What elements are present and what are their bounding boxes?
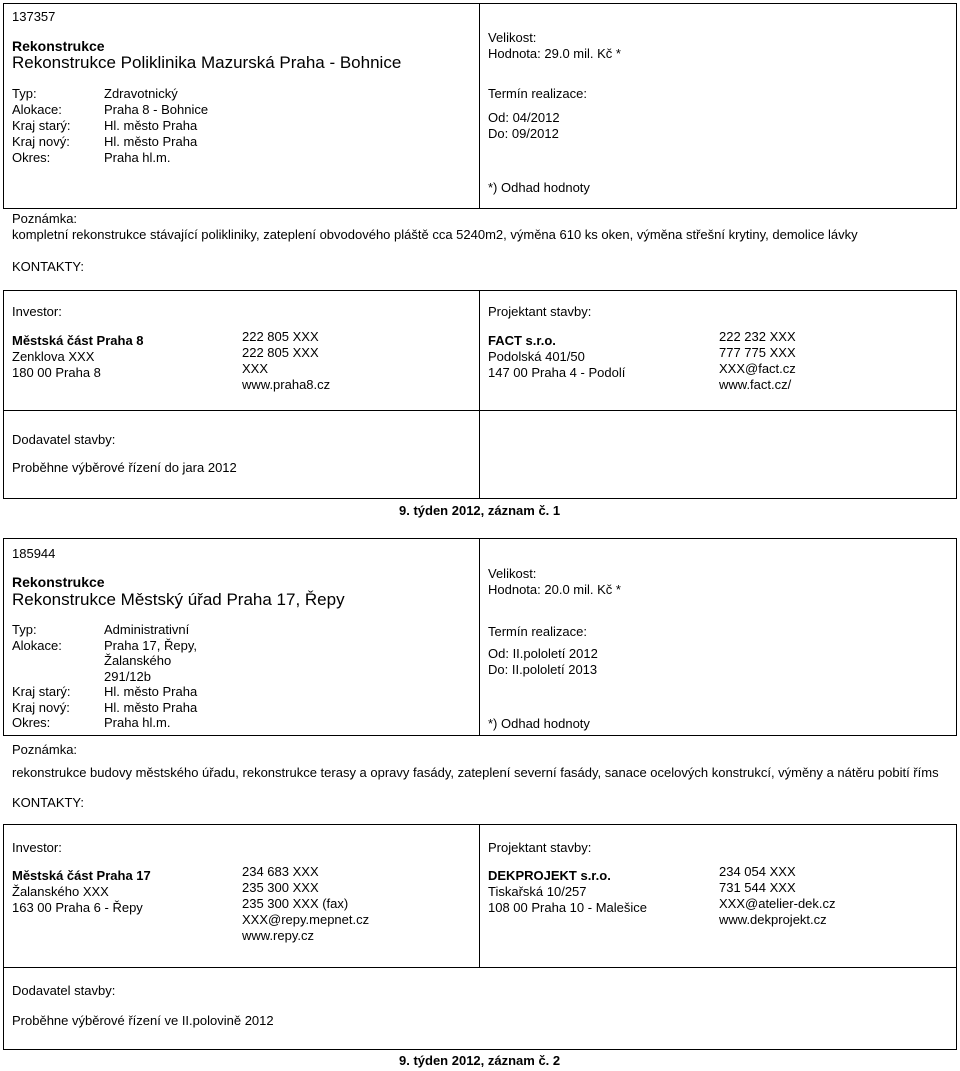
projektant-phone-1: 234 054 XXX [719,864,796,879]
value-alokace-2: Žalanského [104,653,172,668]
kontakty-label: KONTAKTY: [12,795,84,810]
projektant-name: DEKPROJEKT s.r.o. [488,868,611,883]
label-kraj-novy: Kraj nový: [12,134,70,149]
record-footer: 9. týden 2012, záznam č. 1 [399,503,561,518]
value-alokace-1: Praha 17, Řepy, [104,637,197,653]
investor-label: Investor: [12,304,62,319]
termin-block [488,646,598,678]
projektant-phone-2: 777 775 XXX [719,345,796,360]
investor-phone-1: 234 683 XXX [242,864,319,879]
label-kraj-stary: Kraj starý: [12,684,71,699]
investor-fax: 235 300 XXX (fax) [242,896,349,911]
dodavatel-text: Proběhne výběrové řízení ve II.polovině 2012 [12,1013,274,1028]
value-kraj-novy: Hl. město Praha [104,134,198,149]
investor-addr1: Zenklova XXX [12,349,95,364]
investor-addr2: 163 00 Praha 6 - Řepy [12,900,143,915]
investor-name: Městská část Praha 8 [12,333,144,348]
investor-contacts [242,329,330,393]
header-divider [479,3,480,209]
hodnota-value: Hodnota: 20.0 mil. Kč * [488,582,621,597]
dodavatel-text: Proběhne výběrové řízení do jara 2012 [12,460,237,475]
label-kraj-stary: Kraj starý: [12,118,71,133]
field-labels [12,86,71,166]
label-kraj-novy: Kraj nový: [12,699,70,715]
value-typ: Administrativní [104,622,190,637]
investor-addr2: 180 00 Praha 8 [12,365,101,380]
termin-block [488,110,560,142]
termin-do: Do: II.pololetí 2013 [488,662,598,677]
projektant-contacts [719,864,836,928]
value-alokace: Praha 8 - Bohnice [104,102,209,117]
projektant-email: XXX@atelier-dek.cz [719,896,836,911]
value-kraj-stary: Hl. město Praha [104,684,198,699]
record-footer: 9. týden 2012, záznam č. 2 [399,1053,561,1068]
termin-label: Termín realizace: [488,86,587,101]
label-typ: Typ: [12,622,37,637]
contacts-separator [3,410,957,411]
kontakty-label: KONTAKTY: [12,259,84,274]
poznamka-label: Poznámka: [12,211,78,226]
investor-contacts [242,864,369,944]
investor-web: www.praha8.cz [242,377,331,392]
field-values [104,622,197,731]
investor-phone-2: 235 300 XXX [242,880,319,895]
projektant-addr1: Tiskařská 10/257 [488,884,587,899]
poznamka-text: kompletní rekonstrukce stávající polikliniky, zateplení obvodového pláště cca 5240m2, výměna 610 ks oken, výměna střešní krytiny, demolice lávky [12,227,858,242]
field-labels [12,622,71,731]
projektant-phone-2: 731 544 XXX [719,880,796,895]
termin-od: Od: II.pololetí 2012 [488,646,598,661]
odhad-note: *) Odhad hodnoty [488,180,590,195]
projektant-address [488,333,625,381]
termin-do: Do: 09/2012 [488,126,559,141]
investor-phone-1: 222 805 XXX [242,329,319,344]
projektant-label: Projektant stavby: [488,304,592,319]
value-okres: Praha hl.m. [104,715,171,730]
investor-addr1: Žalanského XXX [12,884,109,899]
investor-address [12,333,144,381]
projektant-phone-1: 222 232 XXX [719,329,796,344]
investor-phone-2: 222 805 XXX [242,345,319,360]
label-typ: Typ: [12,86,37,101]
poznamka-text: rekonstrukce budovy městského úřadu, rekonstrukce terasy a opravy fasády, zateplení severní fasády, sanace ocelových konstrukcí, výměny a nátěru pobití říms [12,765,939,780]
dodavatel-label: Dodavatel stavby: [12,983,116,998]
field-values [104,86,208,166]
projektant-name: FACT s.r.o. [488,333,556,348]
label-alokace: Alokace: [12,102,62,117]
projektant-web: www.dekprojekt.cz [719,912,827,927]
size-block [488,566,621,598]
investor-web: www.repy.cz [242,928,314,943]
record-id: 137357 [12,9,56,24]
termin-label: Termín realizace: [488,624,587,639]
projektant-addr2: 147 00 Praha 4 - Podolí [488,365,626,380]
record-title: Rekonstrukce Poliklinika Mazurská Praha - Bohnice [12,53,402,72]
label-okres: Okres: [12,715,51,730]
value-typ: Zdravotnický [104,86,178,101]
record-id: 185944 [12,546,56,561]
size-block [488,30,621,62]
value-kraj-stary: Hl. město Praha [104,118,198,133]
label-alokace: Alokace: [12,637,62,653]
investor-email: XXX [242,361,269,376]
investor-name: Městská část Praha 17 [12,868,151,883]
value-okres: Praha hl.m. [104,150,171,165]
investor-address [12,868,151,916]
projektant-addr2: 108 00 Praha 10 - Malešice [488,900,647,915]
header-divider [479,538,480,736]
velikost-label: Velikost: [488,30,537,45]
record-title: Rekonstrukce Městský úřad Praha 17, Řepy [12,590,345,609]
hodnota-value: Hodnota: 29.0 mil. Kč * [488,46,621,61]
poznamka-label: Poznámka: [12,742,78,757]
projektant-address [488,868,647,916]
contacts-divider [479,824,480,967]
projektant-label: Projektant stavby: [488,840,592,855]
investor-email: XXX@repy.mepnet.cz [242,912,370,927]
value-kraj-novy: Hl. město Praha [104,699,198,715]
projektant-email: XXX@fact.cz [719,361,796,376]
projektant-addr1: Podolská 401/50 [488,349,585,364]
contacts-separator [3,967,957,968]
investor-label: Investor: [12,840,62,855]
value-alokace-3: 291/12b [104,668,151,684]
termin-od: Od: 04/2012 [488,110,560,125]
dodavatel-label: Dodavatel stavby: [12,432,116,447]
record-category: Rekonstrukce [12,574,105,590]
projektant-web: www.fact.cz/ [719,377,792,392]
label-okres: Okres: [12,150,51,165]
odhad-note: *) Odhad hodnoty [488,716,590,731]
contacts-divider [479,290,480,499]
velikost-label: Velikost: [488,566,537,581]
record-category: Rekonstrukce [12,38,105,54]
projektant-contacts [719,329,796,393]
